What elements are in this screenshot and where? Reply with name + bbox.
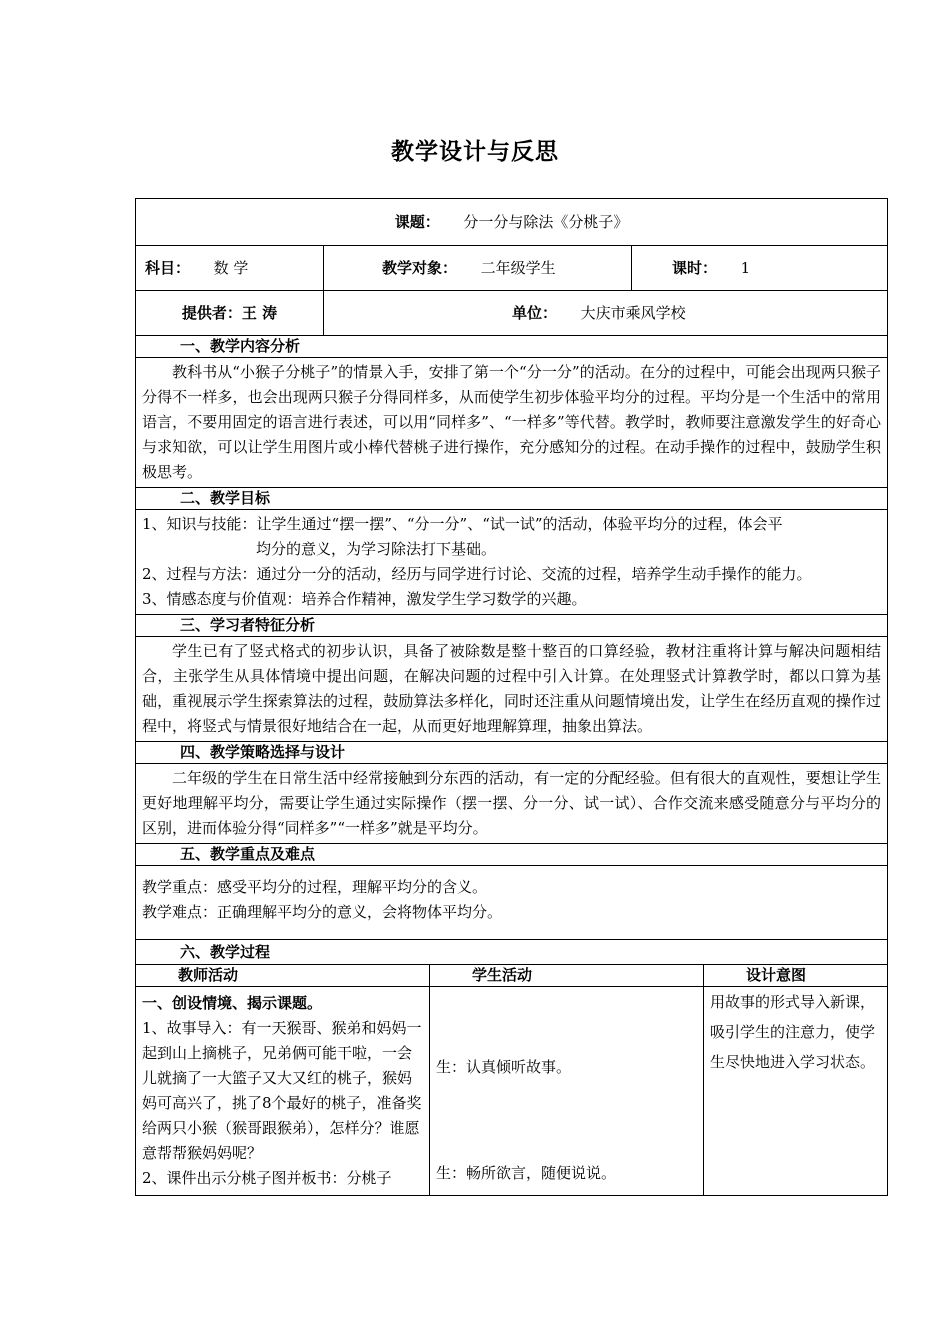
hours-label: 课时： <box>672 258 718 277</box>
hours-value: 1 <box>740 258 751 277</box>
section-body-strategy: 二年级的学生在日常生活中经常接触到分东西的活动，有一定的分配经验。但有很大的直观性，要想让学生更好地理解平均分，需要让学生通过实际操作（摆一摆、分一分、试一试）、合作交流来感受随意分与平均分的区别，进而体验分得“同样多”“一样多”就是平均分。 <box>136 764 888 844</box>
unit-value: 大庆市乘风学校 <box>580 303 686 322</box>
teacher-activity-courseware: 2、课件出示分桃子图并板书：分桃子 <box>142 1169 392 1187</box>
unit-label: 单位： <box>512 303 558 322</box>
objective-attitude: 3、情感态度与价值观：培养合作精神，激发学生学习数学的兴趣。 <box>142 590 587 608</box>
student-activity-cell <box>430 987 704 1196</box>
col-header-student: 学生活动 <box>430 965 704 987</box>
student-activity-discuss: 生：畅所欲言，随便说说。 <box>436 1164 617 1182</box>
col-header-teacher: 教师活动 <box>136 965 430 987</box>
section-body-content-analysis: 教科书从“小猴子分桃子”的情景入手，安排了第一个“分一分”的活动。在分的过程中，可能会出现两只猴子分得不一样多，也会出现两只猴子分得同样多，从而使学生初步体验平均分的过程。平均分是一个生活中的常用语言，不要用固定的语言进行表述，可以用“同样多”、“一样多”等代替。教学时，教师要注意激发学生的好奇心与求知欲，可以让学生用图片或小棒代替桃子进行操作，充分感知分的过程。在动手操作的过程中，鼓励学生积极思考。 <box>136 358 888 488</box>
section-body-objectives <box>136 510 888 615</box>
provider-label: 提供者：王 涛 <box>181 303 278 322</box>
audience-label: 教学对象： <box>382 258 458 277</box>
teacher-activity-heading: 一、创设情境、揭示课题。 <box>142 994 323 1012</box>
process-table <box>135 964 888 1196</box>
subject-cell <box>136 246 324 291</box>
col-header-intent: 设计意图 <box>704 965 888 987</box>
provider-cell <box>136 291 324 336</box>
section-body-learner-analysis: 学生已有了竖式格式的初步认识，具备了被除数是整十整百的口算经验，教材注重将计算与解决问题相结合，主张学生从具体情境中提出问题，在解决问题的过程中引入计算。在处理竖式计算教学时，都以口算为基础，重视展示学生探索算法的过程，鼓励算法多样化，同时还注重从问题情境出发，让学生在经历直观的操作过程中，将竖式与情景很好地结合在一起，从而更好地理解算理，抽象出算法。 <box>136 637 888 742</box>
topic-label: 课题： <box>394 212 440 231</box>
section-heading-key-points: 五、教学重点及难点 <box>136 844 888 866</box>
objective-process: 2、过程与方法：通过分一分的活动，经历与同学进行讨论、交流的过程，培养学生动手操作的能力。 <box>142 565 812 583</box>
teacher-activity-cell <box>136 987 430 1196</box>
page-title: 教学设计与反思 <box>391 138 559 165</box>
teacher-activity-story: 1、故事导入：有一天猴哥、猴弟和妈妈一起到山上摘桃子，兄弟俩可能干啦，一会儿就摘了一大篮子又大又红的桃子，猴妈妈可高兴了，挑了8个最好的桃子，准备奖给两只小猴（猴哥跟猴弟），怎样分？谁愿意帮帮猴妈妈呢？ <box>142 1019 422 1162</box>
student-activity-listen: 生：认真倾听故事。 <box>436 1058 572 1076</box>
lesson-plan-form <box>135 198 887 1196</box>
topic-row <box>136 199 888 246</box>
audience-cell <box>324 246 632 291</box>
section-heading-process: 六、教学过程 <box>136 940 888 965</box>
design-intent-cell: 用故事的形式导入新课，吸引学生的注意力，使学生尽快地进入学习状态。 <box>704 987 888 1196</box>
section-heading-content-analysis: 一、教学内容分析 <box>136 336 888 358</box>
unit-cell <box>324 291 888 336</box>
lesson-plan-table <box>135 198 888 965</box>
section-body-key-points <box>136 866 888 940</box>
subject-label: 科目： <box>145 258 191 277</box>
objective-knowledge-cont: 均分的意义，为学习除法打下基础。 <box>256 540 497 558</box>
topic-value: 分一分与除法《分桃子》 <box>463 212 629 231</box>
section-heading-objectives: 二、教学目标 <box>136 488 888 510</box>
section-heading-strategy: 四、教学策略选择与设计 <box>136 742 888 764</box>
objective-knowledge: 1、知识与技能：让学生通过“摆一摆”、“分一分”、“试一试”的活动，体验平均分的过程，体会平 <box>142 515 783 533</box>
audience-value: 二年级学生 <box>480 258 556 277</box>
section-heading-learner-analysis: 三、学习者特征分析 <box>136 615 888 637</box>
subject-value: 数 学 <box>213 258 249 277</box>
hours-cell <box>632 246 888 291</box>
difficult-point: 教学难点：正确理解平均分的意义，会将物体平均分。 <box>142 903 503 921</box>
key-point: 教学重点：感受平均分的过程，理解平均分的含义。 <box>142 878 488 896</box>
